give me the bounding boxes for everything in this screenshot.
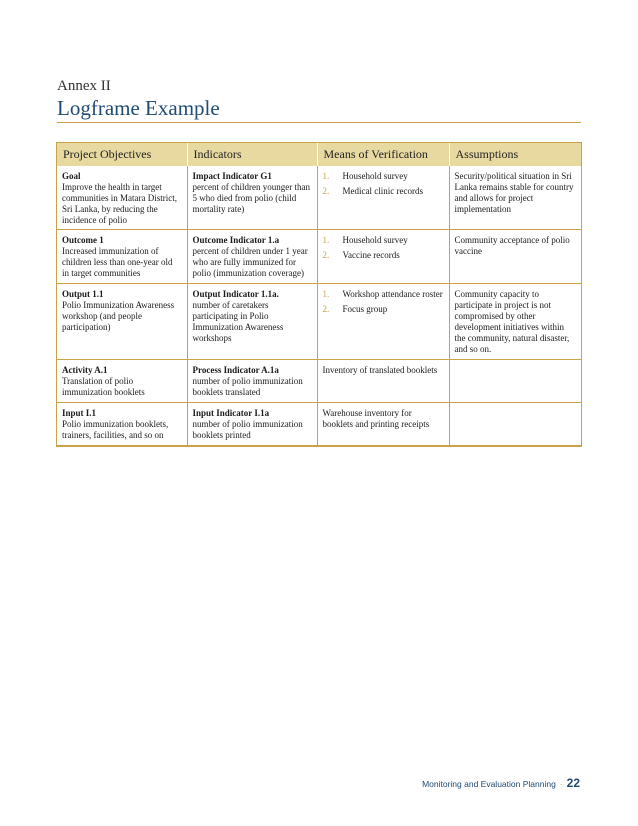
logframe-table: [57, 142, 581, 446]
verification-list: [323, 289, 444, 315]
verification-item: Medical clinic records: [342, 185, 423, 196]
objective-text: Increased immunization of children less than one-year old in target communities: [62, 246, 173, 279]
indicator-cell: [187, 403, 317, 446]
verification-list: [323, 171, 444, 197]
objective-text: Translation of polio immunization booklets: [62, 376, 145, 398]
indicator-heading: Input Indicator I.1a: [192, 408, 270, 419]
assumptions-cell: [449, 360, 581, 403]
objective-cell: [57, 284, 187, 360]
assumptions-cell: [449, 230, 581, 284]
objective-heading: Goal: [62, 170, 81, 181]
header-assumptions: Assumptions: [449, 142, 581, 166]
objective-cell: [57, 230, 187, 284]
verification-cell: [317, 403, 449, 446]
verification-cell: [317, 284, 449, 360]
indicator-text: number of polio immunization booklets printed: [192, 419, 303, 440]
assumptions-text: Security/political situation in Sri Lanka remains stable for country and allows for project implementation: [454, 170, 574, 214]
verification-item: Workshop attendance roster: [342, 289, 443, 300]
table-header-row: [57, 142, 581, 166]
header-project-objectives: Project Objectives: [57, 142, 187, 166]
indicator-cell: [187, 230, 317, 284]
indicator-heading: Outcome Indicator 1.a: [192, 235, 280, 246]
assumptions-cell: [449, 284, 581, 360]
objective-cell: [57, 403, 187, 446]
page-title: Logframe Example: [57, 96, 220, 120]
assumptions-text: Community acceptance of polio vaccine: [454, 235, 570, 257]
objective-heading: Input I.1: [62, 408, 97, 419]
indicator-cell: [187, 284, 317, 360]
verification-text: Warehouse inventory for booklets and printing receipts: [322, 408, 430, 430]
header-means-of-verification: Means of Verification: [317, 142, 449, 166]
verification-cell: [317, 230, 449, 284]
header-indicators: Indicators: [187, 142, 317, 166]
objective-cell: [57, 166, 187, 230]
list-item: 2. Vaccine records: [322, 250, 400, 261]
list-item: 2. Focus group: [322, 304, 388, 315]
table-row: [57, 360, 581, 403]
indicator-heading: Process Indicator A.1a: [192, 365, 279, 376]
page-footer: [422, 776, 580, 790]
page-number: 22: [566, 776, 580, 790]
assumptions-cell: [449, 403, 581, 446]
table-row: [57, 230, 581, 284]
list-item: 1. Household survey: [322, 235, 408, 246]
title-divider: [57, 122, 581, 123]
footer-separator: ·: [559, 779, 563, 789]
verification-item: Household survey: [342, 235, 408, 246]
assumptions-cell: [449, 166, 581, 230]
list-item: 1. Household survey: [322, 170, 408, 181]
verification-cell: [317, 360, 449, 403]
verification-item: Household survey: [342, 170, 408, 181]
list-item: 2. Medical clinic records: [322, 185, 423, 196]
objective-heading: Activity A.1: [62, 365, 108, 376]
objective-heading: Output 1.1: [62, 289, 104, 300]
table-row: [57, 403, 581, 446]
verification-text: Inventory of translated booklets: [322, 365, 438, 376]
verification-list: [323, 235, 444, 261]
list-item: 1. Workshop attendance roster: [322, 289, 443, 300]
verification-item: Focus group: [342, 304, 388, 315]
indicator-cell: [187, 360, 317, 403]
indicator-cell: [187, 166, 317, 230]
annex-label: Annex II: [57, 78, 111, 94]
indicator-text: percent of children younger than 5 who died from polio (child mortality rate): [192, 181, 310, 214]
verification-item: Vaccine records: [342, 250, 400, 261]
table-row: [57, 284, 581, 360]
verification-cell: [317, 166, 449, 230]
table-row: [57, 166, 581, 230]
indicator-heading: Impact Indicator G1: [192, 170, 272, 181]
objective-text: Polio Immunization Awareness workshop (and people participation): [62, 300, 175, 333]
objective-text: Improve the health in target communities in Matara District, Sri Lanka, by reducing the incidence of polio: [62, 181, 177, 225]
indicator-text: percent of children under 1 year who are fully immunized for polio (immunization coverage): [192, 246, 308, 279]
footer-title: Monitoring and Evaluation Planning: [422, 779, 556, 789]
assumptions-text: Community capacity to participate in project is not compromised by other development initiatives within the community, natural disaster, and so on.: [454, 289, 570, 355]
objective-cell: [57, 360, 187, 403]
indicator-text: number of polio immunization booklets translated: [192, 376, 303, 398]
indicator-text: number of caretakers participating in Polio Immunization Awareness workshops: [192, 300, 284, 344]
objective-text: Polio immunization booklets, trainers, facilities, and so on: [62, 419, 169, 440]
indicator-heading: Output Indicator 1.1a.: [192, 289, 279, 300]
objective-heading: Outcome 1: [62, 235, 104, 246]
